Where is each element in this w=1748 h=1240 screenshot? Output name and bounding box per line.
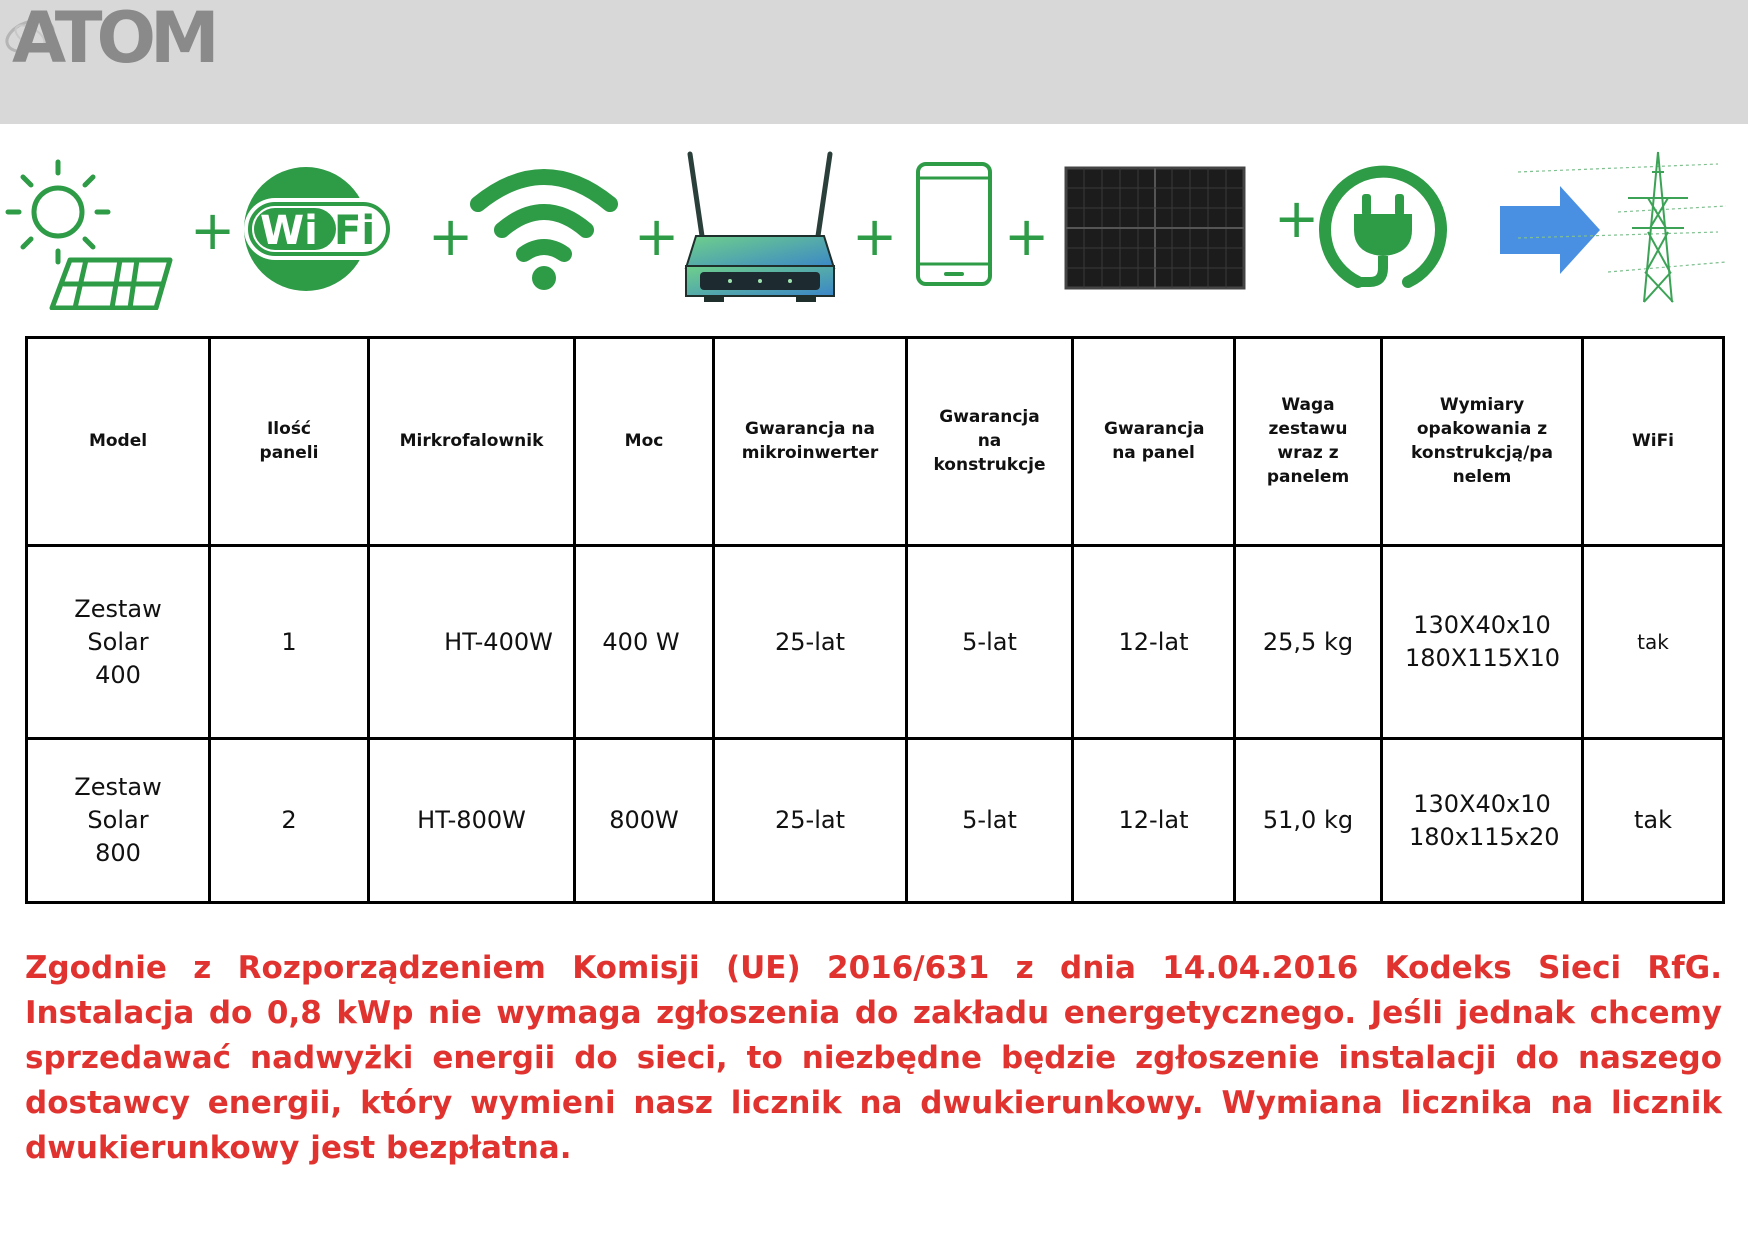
header-weight: Waga zestawu wraz z panelem <box>1235 338 1382 546</box>
cell-wifi: tak <box>1583 739 1724 903</box>
cell-microinverter: HT-800W <box>369 739 575 903</box>
cell-construction-warranty: 5-lat <box>907 739 1073 903</box>
cell-weight: 25,5 kg <box>1235 545 1382 739</box>
cell-weight: 51,0 kg <box>1235 739 1382 903</box>
header-panel-warranty: Gwarancja na panel <box>1073 338 1235 546</box>
cell-inverter-warranty: 25-lat <box>714 739 907 903</box>
feature-icons-row <box>0 124 1748 324</box>
header-power: Moc <box>575 338 714 546</box>
wifi-badge-wi-text: Wi <box>260 208 318 254</box>
table-header-row <box>27 338 1724 546</box>
wifi-signal-icon <box>464 160 624 290</box>
atom-logo <box>0 0 240 80</box>
smartphone-icon <box>914 160 994 288</box>
header-inverter-warranty: Gwarancja na mikroinwerter <box>714 338 907 546</box>
cell-panel-warranty: 12-lat <box>1073 739 1235 903</box>
product-spec-table <box>25 336 1725 904</box>
plus-sign: + <box>852 205 898 268</box>
wifi-badge-fi-text: Fi <box>334 208 376 254</box>
wifi-badge-icon <box>236 164 406 294</box>
power-plug-icon <box>1318 164 1448 294</box>
cell-package-dimensions: 130X40x10 180X115X10 <box>1382 545 1583 739</box>
cell-power: 800W <box>575 739 714 903</box>
router-icon <box>680 148 840 308</box>
cell-panel-count: 2 <box>210 739 369 903</box>
regulatory-note: Zgodnie z Rozporządzeniem Komisji (UE) 2016/631 z dnia 14.04.2016 Kodeks Sieci RfG. Instalacja do 0,8 kWp nie wymaga zgłoszenia do zakładu energetycznego. Jeśli jednak chcemy sprzedawać nadwyżki energii do sieci, to niezbędne będzie zgłoszenie instalacji do naszego dostawcy energii, który wymieni nasz licznik na dwukierunkowy. Wymiana licznika na licznik dwukierunkowy jest bezpłatna. <box>25 950 1722 1166</box>
plus-sign: + <box>1004 205 1050 268</box>
cell-model: Zestaw Solar 800 <box>27 739 210 903</box>
header-microinverter: Mirkrofalownik <box>369 338 575 546</box>
cell-inverter-warranty: 25-lat <box>714 545 907 739</box>
plus-sign: + <box>190 199 236 262</box>
header-bar <box>0 0 1748 124</box>
plus-sign: + <box>634 205 680 268</box>
cell-wifi: tak <box>1583 545 1724 739</box>
plus-sign: + <box>428 205 474 268</box>
header-construction-warranty: Gwarancja na konstrukcje <box>907 338 1073 546</box>
sun-solar-panel-icon <box>0 140 180 310</box>
table-row <box>27 545 1724 739</box>
header-package-dimensions: Wymiary opakowania z konstrukcją/pa nelem <box>1382 338 1583 546</box>
cell-panel-warranty: 12-lat <box>1073 545 1235 739</box>
cell-construction-warranty: 5-lat <box>907 545 1073 739</box>
cell-package-dimensions: 130X40x10 180x115x20 <box>1382 739 1583 903</box>
logo-text: ATOM <box>12 0 214 79</box>
header-model: Model <box>27 338 210 546</box>
solar-panel-photo-icon <box>1062 164 1248 292</box>
cell-power: 400 W <box>575 545 714 739</box>
header-wifi: WiFi <box>1583 338 1724 546</box>
header-panel-count: Ilość paneli <box>210 338 369 546</box>
table-row <box>27 739 1724 903</box>
plus-sign: + <box>1274 187 1320 250</box>
cell-microinverter: HT-400W <box>369 545 575 739</box>
cell-panel-count: 1 <box>210 545 369 739</box>
arrow-to-grid-icon <box>1498 142 1728 312</box>
cell-model: Zestaw Solar 400 <box>27 545 210 739</box>
